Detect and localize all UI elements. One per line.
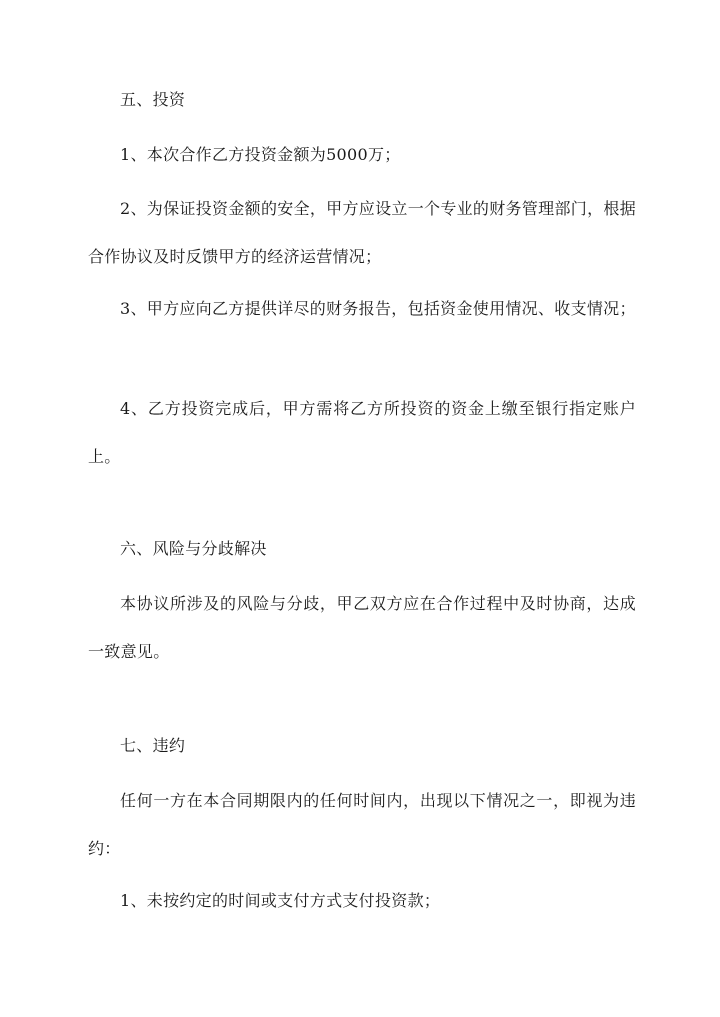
section-heading-breach: 七、违约: [120, 736, 186, 755]
paragraph-investment-4: 4、乙方投资完成后，甲方需将乙方所投资的资金上缴至银行指定账户上。: [88, 399, 636, 466]
paragraph-investment-2: 2、为保证投资金额的安全，甲方应设立一个专业的财务管理部门，根据合作协议及时反馈甲方的经济运营情况；: [88, 199, 636, 266]
paragraph-breach-2: 1、未按约定的时间或支付方式支付投资款；: [120, 891, 441, 910]
paragraph-investment-3: 3、甲方应向乙方提供详尽的财务报告，包括资金使用情况、收支情况；: [120, 299, 636, 318]
paragraph-risk-1: 本协议所涉及的风险与分歧，甲乙双方应在合作过程中及时协商，达成一致意见。: [88, 594, 636, 661]
paragraph-breach-1: 任何一方在本合同期限内的任何时间内，出现以下情况之一，即视为违约：: [88, 791, 636, 858]
section-heading-investment: 五、投资: [120, 90, 186, 109]
section-heading-risk: 六、风险与分歧解决: [120, 539, 267, 558]
paragraph-investment-1: 1、本次合作乙方投资金额为5000万；: [120, 145, 401, 164]
